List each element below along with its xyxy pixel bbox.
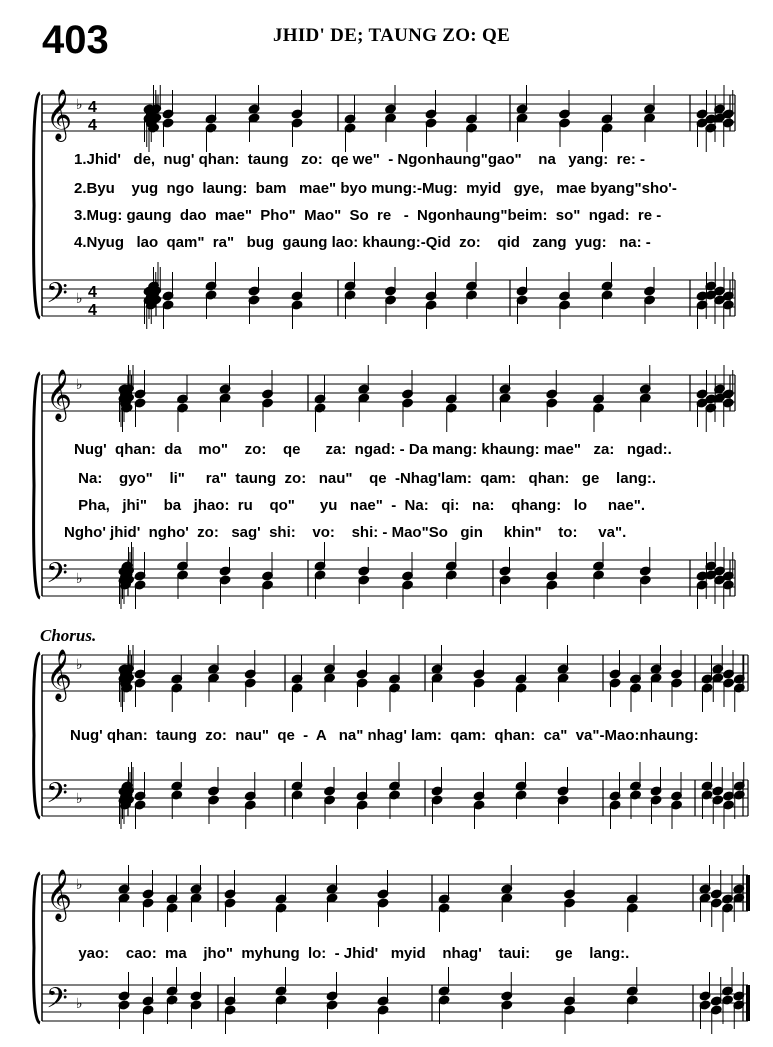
system-brace [34,873,40,1023]
verse-4-line-1: 4.Nyug lao qam" ra" bug gaung lao: khaung:-Qid zo: qid zang yug: na: - [74,234,651,251]
verse-1-line-1: 1.Jhid' de, nug' qhan: taung zo: qe we" - Ngonhaung"gao" na yang: re: - [74,151,645,168]
verse-2-line-1: 2.Byu yug ngo laung: bam mae" byo mung:-Mug: myid gye, mae byang"sho'- [74,180,677,197]
time-signature: 4 [88,302,97,319]
treble-clef: 𝄞 [46,369,73,420]
flat-sign: ♭ [76,291,83,307]
treble-clef: 𝄞 [46,89,73,140]
time-signature: 4 [88,284,97,301]
time-signature: 4 [88,99,97,116]
hymn-number: 403 [42,18,109,62]
verse-2-line-2: Na: gyo" li" ra" taung zo: nau" qe -Nhag'lam: qam: qhan: ge lang:. [74,470,657,487]
bass-clef: 𝄢 [46,277,68,317]
time-signature: 4 [88,117,97,134]
bass-clef: 𝄢 [46,982,68,1022]
bass-clef: 𝄢 [46,557,68,597]
bass-clef: 𝄢 [46,777,68,817]
treble-clef: 𝄞 [46,649,73,700]
system-brace [34,373,40,598]
hymn-title: JHID' DE; TAUNG ZO: QE [272,25,511,46]
flat-sign: ♭ [76,877,83,893]
verse-3-line-1: 3.Mug: gaung dao mae" Pho" Mao" So re - Ngonhaung"beim: so" ngad: re - [74,207,662,224]
flat-sign: ♭ [76,97,83,113]
verse-4-line-2: Ngho' jhid' ngho' zo: sag' shi: vo: shi: - Mao"So gin khin" to: va". [64,524,627,541]
chorus-line-1: Nug' qhan: taung zo: nau" qe - A na" nhag' lam: qam: qhan: ca" va"-Mao:nhaung: [70,727,699,744]
system-brace [34,653,40,818]
verse-3-line-2: Pha, jhi" ba jhao: ru qo" yu nae" - Na: qi: na: qhang: lo nae". [74,497,645,514]
flat-sign: ♭ [76,571,83,587]
chorus-line-2: yao: cao: ma jho" myhung lo: - Jhid' myid nhag' taui: ge lang:. [70,945,630,962]
flat-sign: ♭ [76,996,83,1012]
treble-clef: 𝄞 [46,869,73,920]
flat-sign: ♭ [76,377,83,393]
verse-1-line-2: Nug' qhan: da mo" zo: qe za: ngad: - Da mang: khaung: mae" za: ngad:. [74,441,672,458]
system-brace [34,93,40,318]
flat-sign: ♭ [76,791,83,807]
chorus-label: Chorus. [40,626,97,645]
flat-sign: ♭ [76,657,83,673]
